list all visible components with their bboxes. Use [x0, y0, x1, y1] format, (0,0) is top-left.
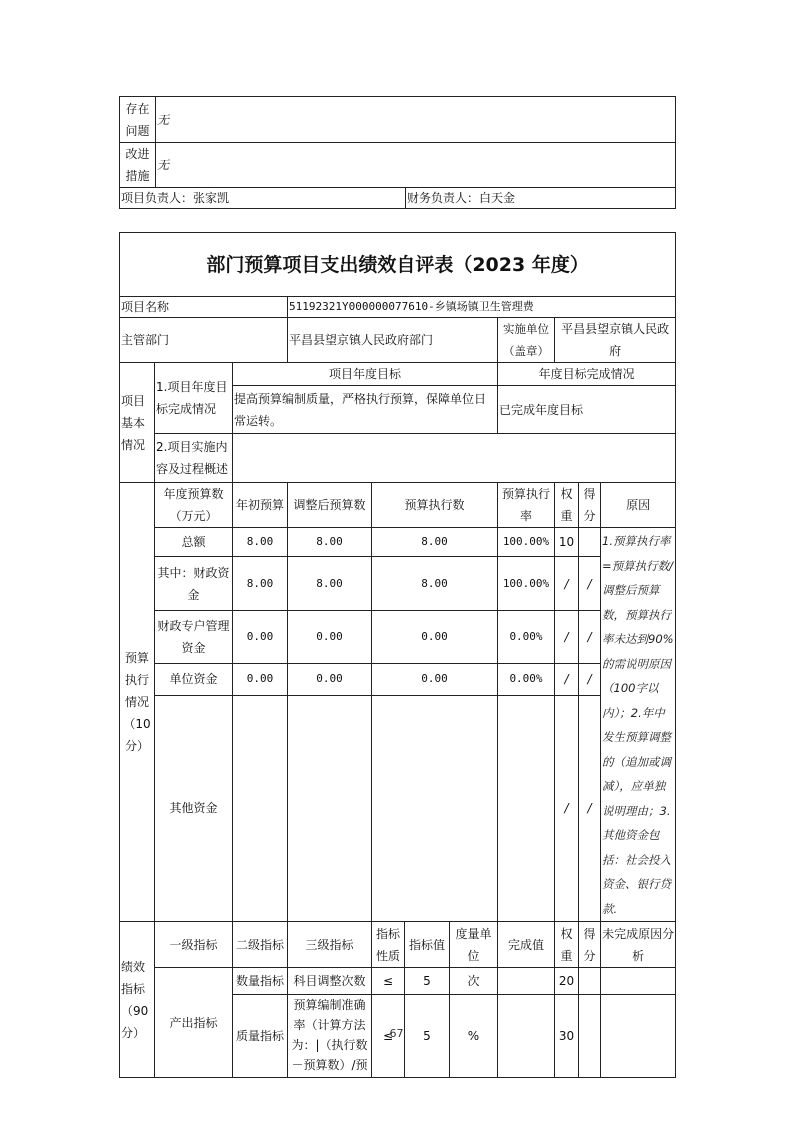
level2-indicator: 数量指标	[233, 968, 288, 995]
table-row	[120, 557, 676, 611]
indicator-header: 完成值	[498, 922, 555, 968]
initial-budget: 0.00	[233, 664, 288, 696]
budget-header: 调整后预算数	[288, 483, 372, 528]
executed-budget	[372, 695, 498, 921]
adjusted-budget	[288, 695, 372, 921]
budget-header: 权重	[555, 483, 579, 528]
performance-self-evaluation-table	[119, 232, 676, 1078]
budget-header: 预算执行数	[372, 483, 498, 528]
level1-indicator: 产出指标	[155, 968, 233, 1078]
indicator-header: 未完成原因分析	[601, 922, 676, 968]
indicator-header: 指标性质	[372, 922, 405, 968]
table-row	[120, 611, 676, 664]
budget-header: 得分	[579, 483, 601, 528]
executed-budget: 8.00	[372, 557, 498, 611]
weight: 10	[555, 528, 579, 557]
table-row	[120, 695, 676, 921]
finance-lead: 财务负责人：白天金	[406, 188, 676, 209]
weight: /	[555, 557, 579, 611]
initial-budget: 0.00	[233, 611, 288, 664]
level3-indicator: 预算编制准确率（计算方法为：|（执行数－预算数）/预	[288, 995, 372, 1078]
project-lead: 项目负责人：张家凯	[120, 188, 406, 209]
impl-unit-label: 实施单位（盖章）	[498, 318, 555, 363]
score	[579, 528, 601, 557]
indicator-header: 三级指标	[288, 922, 372, 968]
indicator-weight: 20	[555, 968, 579, 995]
table-row	[120, 664, 676, 696]
indicator-weight: 30	[555, 995, 579, 1078]
completion-header: 年度目标完成情况	[498, 363, 676, 386]
fund-name: 财政专户管理资金	[155, 611, 233, 664]
initial-budget: 8.00	[233, 557, 288, 611]
executed-budget: 0.00	[372, 611, 498, 664]
indicator-header: 一级指标	[155, 922, 233, 968]
item2-label: 2.项目实施内容及过程概述	[155, 434, 233, 483]
executed-budget: 8.00	[372, 528, 498, 557]
measures-label: 改进措施	[120, 143, 156, 188]
fund-name: 总额	[155, 528, 233, 557]
indicator-header: 得分	[579, 922, 601, 968]
adjusted-budget: 8.00	[288, 557, 372, 611]
weight: /	[555, 664, 579, 696]
execution-rate	[498, 695, 555, 921]
problems-value: 无	[156, 97, 676, 143]
budget-header: 预算执行率	[498, 483, 555, 528]
fund-name: 其中：财政资金	[155, 557, 233, 611]
initial-budget: 8.00	[233, 528, 288, 557]
indicator-header: 指标值	[405, 922, 450, 968]
execution-rate: 100.00%	[498, 528, 555, 557]
budget-header: 年初预算	[233, 483, 288, 528]
indicator-unit: %	[450, 995, 498, 1078]
goal-header: 项目年度目标	[233, 363, 498, 386]
score: /	[579, 664, 601, 696]
indicator-header-row	[120, 922, 676, 968]
table-row	[120, 528, 676, 557]
initial-budget	[233, 695, 288, 921]
dept-label: 主管部门	[120, 318, 288, 363]
indicator-actual	[498, 968, 555, 995]
score: /	[579, 695, 601, 921]
indicator-header: 二级指标	[233, 922, 288, 968]
adjusted-budget: 0.00	[288, 611, 372, 664]
indicator-nature: ≤	[372, 968, 405, 995]
measures-value: 无	[156, 143, 676, 188]
basic-section-label: 项目基本情况	[120, 363, 155, 483]
impl-unit-value: 平昌县望京镇人民政府	[555, 318, 676, 363]
level3-indicator: 科目调整次数	[288, 968, 372, 995]
completion-value: 已完成年度目标	[498, 386, 676, 434]
indicator-score	[579, 968, 601, 995]
executed-budget: 0.00	[372, 664, 498, 696]
item2-value	[233, 434, 676, 483]
item1-label: 1.项目年度目标完成情况	[155, 363, 233, 434]
indicator-nature: ≤	[372, 995, 405, 1078]
indicator-section-label: 绩效指标（90分）	[120, 922, 155, 1078]
budget-header: 原因	[601, 483, 676, 528]
reason-note: 1.预算执行率=预算执行数/调整后预算数，预算执行率未达到90%的需说明原因（100字以内）；2.年中发生预算调整的（追加或调减），应单独说明理由；3.其他资金包括：社会投入资金、银行贷款.	[601, 528, 676, 922]
indicator-reason	[601, 968, 676, 995]
fund-name: 单位资金	[155, 664, 233, 696]
weight: /	[555, 695, 579, 921]
adjusted-budget: 0.00	[288, 664, 372, 696]
dept-value: 平昌县望京镇人民政府部门	[288, 318, 498, 363]
indicator-value: 5	[405, 995, 450, 1078]
indicator-unit: 次	[450, 968, 498, 995]
budget-section-label: 预算执行情况（10分）	[120, 483, 155, 922]
execution-rate: 100.00%	[498, 557, 555, 611]
score: /	[579, 611, 601, 664]
indicator-header: 权重	[555, 922, 579, 968]
project-name-label: 项目名称	[120, 297, 288, 318]
previous-section-table	[119, 96, 676, 209]
weight: /	[555, 611, 579, 664]
page-number: 67	[389, 1027, 404, 1040]
level2-indicator: 质量指标	[233, 995, 288, 1078]
fund-name: 其他资金	[155, 695, 233, 921]
score: /	[579, 557, 601, 611]
adjusted-budget: 8.00	[288, 528, 372, 557]
execution-rate: 0.00%	[498, 611, 555, 664]
indicator-value: 5	[405, 968, 450, 995]
execution-rate: 0.00%	[498, 664, 555, 696]
form-title: 部门预算项目支出绩效自评表（2023 年度）	[120, 233, 676, 297]
problems-label: 存在问题	[120, 97, 156, 143]
project-name-value: 51192321Y000000077610-乡镇场镇卫生管理费	[288, 297, 676, 318]
goal-value: 提高预算编制质量，严格执行预算，保障单位日常运转。	[233, 386, 498, 434]
table-row	[120, 968, 676, 995]
budget-header-row	[120, 483, 676, 528]
indicator-header: 度量单位	[450, 922, 498, 968]
budget-header: 年度预算数（万元）	[155, 483, 233, 528]
